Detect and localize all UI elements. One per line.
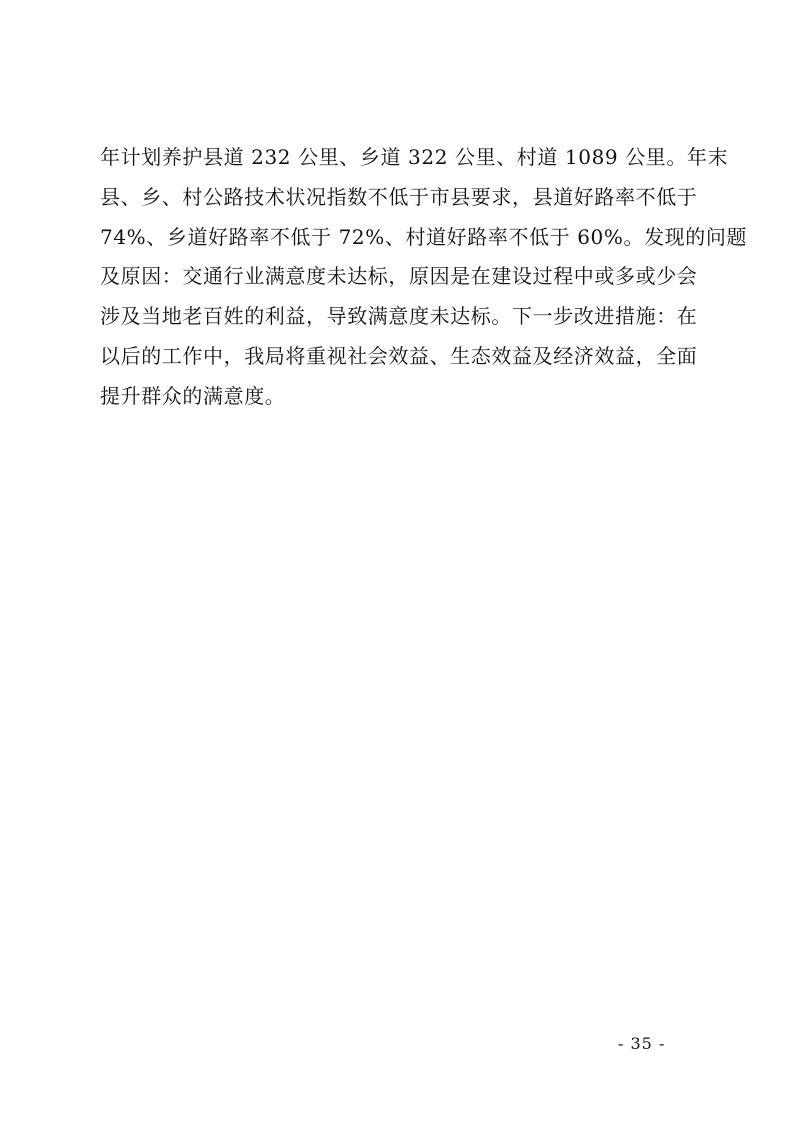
paragraph-line: 74%、乡道好路率不低于 72%、村道好路率不低于 60%。发现的问题 (100, 224, 748, 249)
paragraph-line: 年计划养护县道 232 公里、乡道 322 公里、村道 1089 公里。年末 (100, 145, 729, 169)
paragraph-line: 及原因：交通行业满意度未达标，原因是在建设过程中或多或少会 (100, 264, 698, 289)
page-number: - 35 - (618, 1034, 666, 1053)
paragraph-line: 以后的工作中，我局将重视社会效益、生态效益及经济效益，全面 (100, 343, 698, 368)
body-paragraph (100, 138, 748, 417)
paragraph-line: 县、乡、村公路技术状况指数不低于市县要求，县道好路率不低于 (100, 184, 698, 209)
paragraph-line: 涉及当地老百姓的利益，导致满意度未达标。下一步改进措施：在 (100, 304, 698, 329)
paragraph-line: 提升群众的满意度。 (100, 383, 286, 408)
